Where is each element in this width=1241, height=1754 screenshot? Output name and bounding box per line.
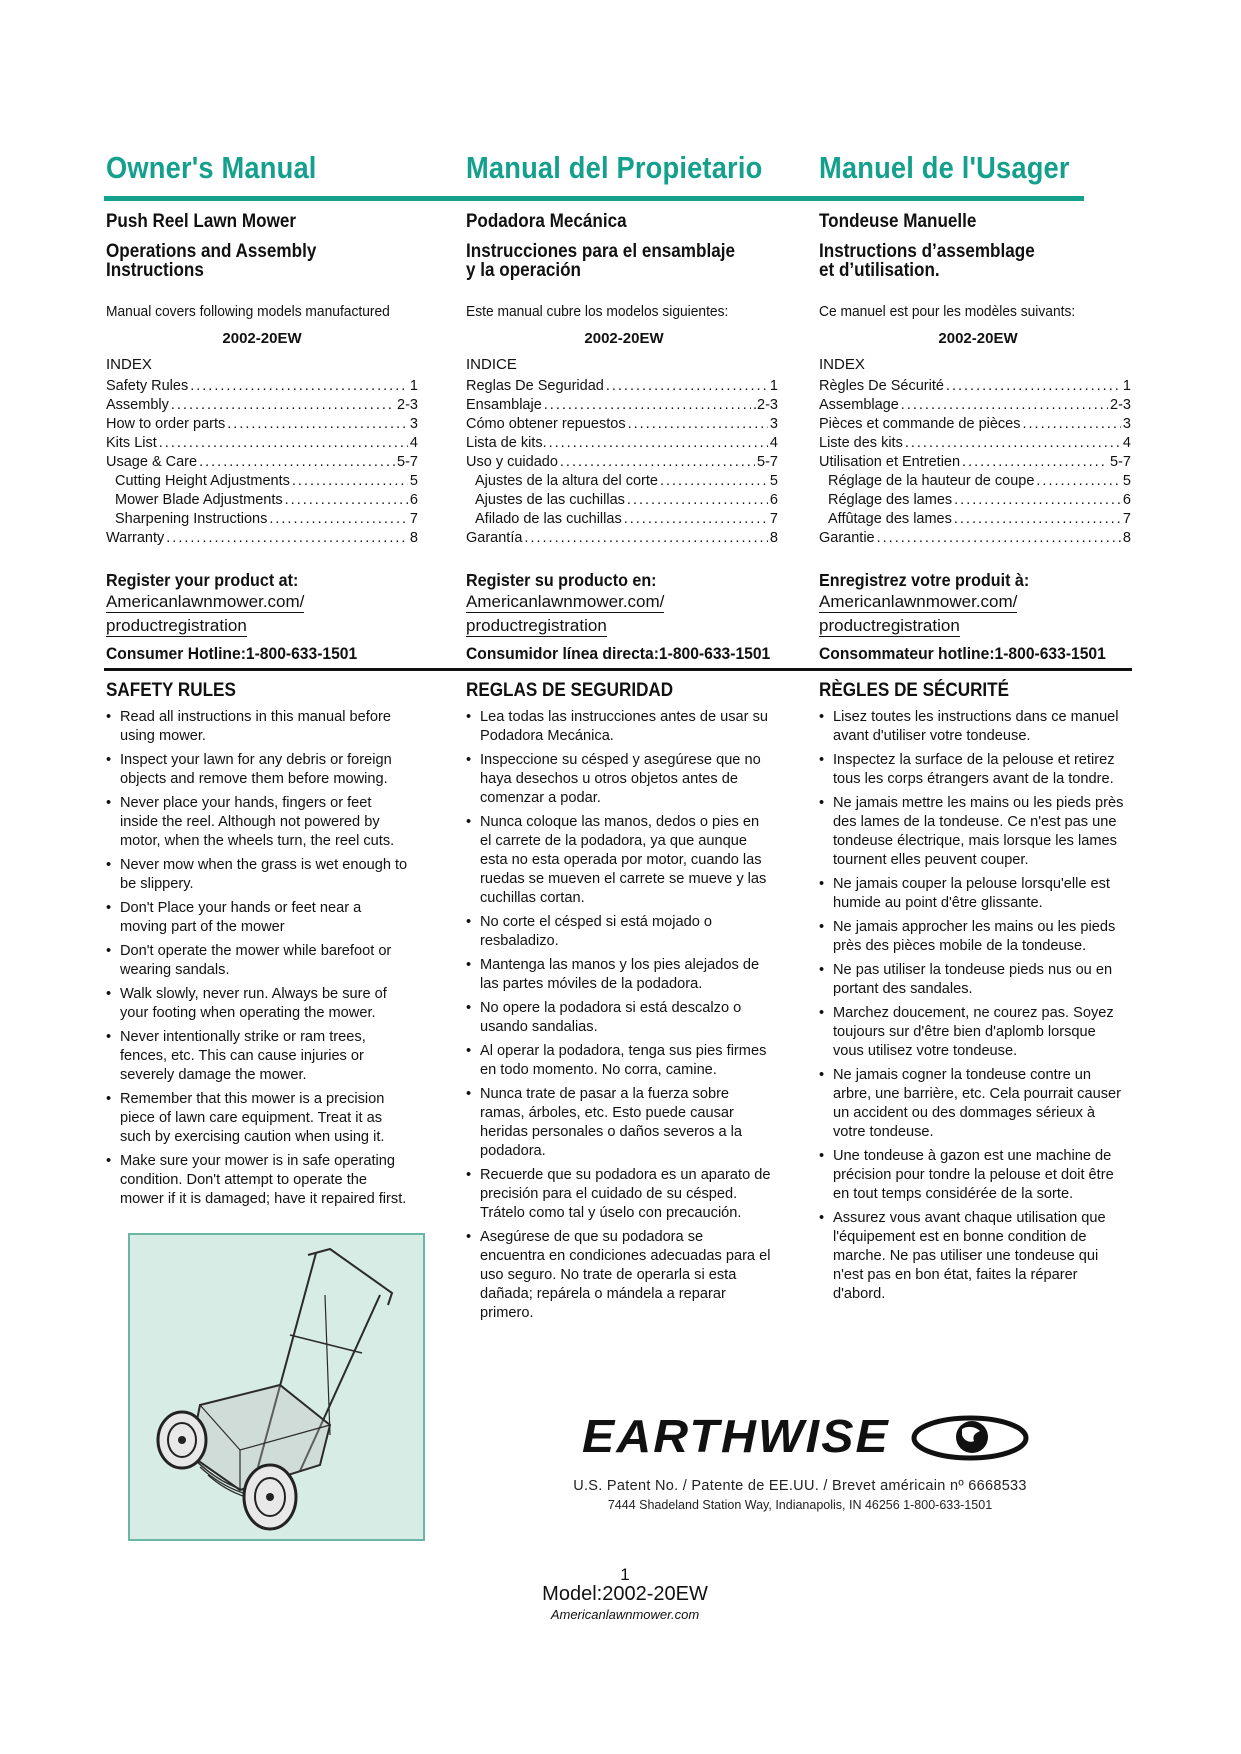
index-entry-page: 6 [409, 492, 418, 508]
safety-list-french [819, 708, 1129, 1309]
index-entry-label: Garantie [819, 530, 875, 546]
safety-rule: • Remember that this mower is a precision piece of lawn care equipment. Treat it as such by exercising caution when using it. [106, 1090, 412, 1147]
model-number-french: 2002-20EW [938, 330, 1018, 347]
index-heading-french: INDEX [819, 356, 865, 373]
registration-link-line2-french[interactable]: productregistration [819, 616, 960, 635]
index-entry-label: Affûtage des lames [828, 511, 952, 527]
index-entry-label: Assembly [106, 397, 169, 413]
index-leader-dots [627, 492, 768, 508]
registration-link-line1-spanish[interactable]: Americanlawnmower.com/ [466, 592, 665, 611]
index-entry-page: 1 [769, 378, 778, 394]
index-list-english [106, 375, 418, 546]
index-entry-page: 7 [409, 511, 418, 527]
index-entry [106, 508, 418, 527]
safety-rule: • Assurez vous avant chaque utilisation que l'équipement est en bonne condition de marche. Ne pas utiliser une tondeuse qui n'est pas en bon état, faites la réparer d'abord. [819, 1209, 1129, 1304]
safety-rule: • Recuerde que su podadora es un aparato de precisión para el cuidado de su césped. Trátelo como tal y úselo con precaución. [466, 1166, 772, 1223]
safety-rule: • Nunca coloque las manos, dedos o pies en el carrete de la podadora, ya que aunque esta no esta operada por motor, cuando las ruedas se mueven el carrete se mueve y las cuchillas cortan. [466, 813, 772, 908]
product-name-french: Tondeuse Manuelle [819, 211, 977, 232]
subtitle-english: Operations and Assembly Instructions [106, 241, 317, 281]
index-leader-dots [606, 378, 768, 394]
safety-rule: • Mantenga las manos y los pies alejados de las partes móviles de la podadora. [466, 956, 772, 994]
title-divider [104, 196, 1084, 201]
safety-rule: • Asegúrese de que su podadora se encuentra en condiciones adecuadas para el uso seguro. No trate de operarla si esta dañada; repárela o mándela a reparar primero. [466, 1228, 772, 1323]
index-entry-label: Uso y cuidado [466, 454, 558, 470]
index-entry-label: Safety Rules [106, 378, 189, 394]
index-entry-page: 1 [1122, 378, 1131, 394]
section-divider [104, 668, 1132, 671]
index-leader-dots [549, 435, 768, 451]
index-entry-page: 5 [1122, 473, 1131, 489]
safety-rule: • Never place your hands, fingers or feet inside the reel. Although not powered by motor, when the wheels turn, the reel cuts. [106, 794, 412, 851]
index-leader-dots [954, 492, 1121, 508]
earthwise-logo: EARTHWISE [582, 1410, 890, 1462]
index-entry-page: 3 [769, 416, 778, 432]
index-entry [819, 413, 1131, 432]
safety-heading-french: RÈGLES DE SÉCURITÉ [819, 680, 1010, 701]
index-leader-dots [660, 473, 768, 489]
index-entry-label: Cutting Height Adjustments [115, 473, 290, 489]
index-entry-page: 4 [769, 435, 778, 451]
index-entry-page: .2-3 [753, 397, 778, 413]
index-entry-page: 7 [1122, 511, 1131, 527]
registration-link-line1-french[interactable]: Americanlawnmower.com/ [819, 592, 1018, 611]
index-entry-label: Usage & Care [106, 454, 198, 470]
index-entry [819, 489, 1131, 508]
index-entry [106, 394, 418, 413]
index-entry-label: Utilisation et Entretien [819, 454, 961, 470]
safety-rule: • No opere la podadora si está descalzo o usando sandalias. [466, 999, 772, 1037]
index-entry-page: 5-7 [1110, 454, 1131, 470]
safety-rule: • Never intentionally strike or ram trees, fences, etc. This can cause injuries or severely damage the mower. [106, 1028, 412, 1085]
index-heading-spanish: INDICE [466, 356, 517, 373]
index-entry [466, 508, 778, 527]
index-entry-page: 3 [1122, 416, 1131, 432]
index-entry-label: Cómo obtener repuestos [466, 416, 626, 432]
subtitle-spanish: Instrucciones para el ensamblaje y la operación [466, 241, 735, 281]
index-leader-dots [166, 530, 408, 546]
safety-rule: • Never mow when the grass is wet enough to be slippery. [106, 856, 412, 894]
index-entry [819, 375, 1131, 394]
index-entry-label: How to order parts [106, 416, 226, 432]
safety-rule: • Une tondeuse à gazon est une machine de précision pour tondre la pelouse et doit être en tout temps considérée de la sorte. [819, 1147, 1129, 1204]
index-entry-page: 5 [769, 473, 778, 489]
register-label-spanish: Register su producto en: [466, 570, 657, 590]
register-label-french: Enregistrez votre produit à: [819, 570, 1030, 590]
index-leader-dots [1036, 473, 1121, 489]
index-leader-dots [877, 530, 1121, 546]
safety-list-english [106, 708, 412, 1214]
safety-rule: • Ne jamais couper la pelouse lorsqu'elle est humide au point d'être glissante. [819, 875, 1129, 913]
index-entry [466, 432, 778, 451]
covers-text-english: Manual covers following models manufactured [106, 303, 390, 320]
index-leader-dots [199, 454, 395, 470]
index-entry-label: Reglas De Seguridad [466, 378, 604, 394]
index-entry [466, 413, 778, 432]
index-entry-page: 4 [409, 435, 418, 451]
index-leader-dots [292, 473, 408, 489]
safety-rule: • Walk slowly, never run. Always be sure of your footing when operating the mower. [106, 985, 412, 1023]
index-leader-dots [901, 397, 1108, 413]
index-entry-page: 5 [409, 473, 418, 489]
index-entry [466, 451, 778, 470]
index-entry-label: Liste des kits [819, 435, 903, 451]
safety-rule: • Make sure your mower is in safe operating condition. Don't attempt to operate the mower if it is damaged; have it repaired first. [106, 1152, 412, 1209]
index-entry [106, 527, 418, 546]
patent-text: U.S. Patent No. / Patente de EE.UU. / Brevet américain nº 6668533 [573, 1478, 1027, 1494]
index-entry-label: Afilado de las cuchillas [475, 511, 622, 527]
index-leader-dots [285, 492, 408, 508]
index-entry [466, 489, 778, 508]
model-number-english: 2002-20EW [222, 330, 302, 347]
index-entry-label: Warranty [106, 530, 165, 546]
hotline-spanish: Consumidor línea directa:1-800-633-1501 [466, 644, 771, 663]
index-leader-dots [524, 530, 768, 546]
index-list-spanish [466, 375, 778, 546]
subtitle-french: Instructions d’assemblage et d’utilisation. [819, 241, 1035, 281]
index-entry-label: Ajustes de la altura del corte [475, 473, 658, 489]
index-entry [106, 470, 418, 489]
safety-rule: • Don't operate the mower while barefoot or wearing sandals. [106, 942, 412, 980]
index-entry [819, 527, 1131, 546]
model-number-spanish: 2002-20EW [584, 330, 664, 347]
index-entry [106, 375, 418, 394]
index-entry-label: Mower Blade Adjustments [115, 492, 283, 508]
safety-rule: • Al operar la podadora, tenga sus pies firmes en todo momento. No corra, camine. [466, 1042, 772, 1080]
safety-rule: • Inspeccione su césped y asegúrese que no haya desechos u otros objetos antes de comenzar a podar. [466, 751, 772, 808]
index-leader-dots [171, 397, 395, 413]
index-entry-label: Garantía [466, 530, 523, 546]
safety-rule: • Ne jamais mettre les mains ou les pieds près des lames de la tondeuse. Ce n'est pas une tondeuse électrique, mais lorsque les lames tournent elles peuvent couper. [819, 794, 1129, 870]
index-entry-label: Sharpening Instructions [115, 511, 268, 527]
safety-rule: • No corte el césped si está mojado o resbaladizo. [466, 913, 772, 951]
index-entry-page: 2-3 [1110, 397, 1131, 413]
mower-illustration [128, 1233, 425, 1541]
index-entry-label: Réglage de la hauteur de coupe [828, 473, 1035, 489]
index-entry [106, 451, 418, 470]
index-leader-dots [227, 416, 408, 432]
title-english: Owner's Manual [106, 150, 317, 185]
safety-rule: • Nunca trate de pasar a la fuerza sobre ramas, árboles, etc. Esto puede causar heridas personales o daños severos a la podadora. [466, 1085, 772, 1161]
index-entry [106, 413, 418, 432]
safety-rule: • Inspect your lawn for any debris or foreign objects and remove them before mowing. [106, 751, 412, 789]
safety-heading-spanish: REGLAS DE SEGURIDAD [466, 680, 674, 701]
index-entry [466, 375, 778, 394]
index-entry [106, 489, 418, 508]
product-name-spanish: Podadora Mecánica [466, 211, 627, 232]
page-number: 1 [620, 1565, 630, 1584]
index-entry-label: Kits List [106, 435, 157, 451]
index-entry-page: 6 [769, 492, 778, 508]
address-text: 7444 Shadeland Station Way, Indianapolis, IN 46256 1-800-633-1501 [607, 1498, 993, 1512]
registration-link-line1-english[interactable]: Americanlawnmower.com/ [106, 592, 305, 611]
covers-text-spanish: Este manual cubre los modelos siguientes: [466, 303, 729, 320]
reel-mower-icon [130, 1235, 423, 1539]
index-entry-page: 1 [409, 378, 418, 394]
safety-rule: • Inspectez la surface de la pelouse et retirez tous les corps étrangers avant de la tondre. [819, 751, 1129, 789]
index-entry [819, 432, 1131, 451]
index-entry [466, 470, 778, 489]
footer-website: Americanlawnmower.com [550, 1607, 700, 1622]
index-entry-page: 8 [1122, 530, 1131, 546]
index-entry-page: 2-3 [397, 397, 418, 413]
index-leader-dots [159, 435, 408, 451]
index-entry-page: 8 [409, 530, 418, 546]
index-heading-english: INDEX [106, 356, 152, 373]
index-list-french [819, 375, 1131, 546]
index-leader-dots [905, 435, 1121, 451]
hotline-french: Consommateur hotline:1-800-633-1501 [819, 644, 1106, 663]
registration-link-line2-spanish[interactable]: productregistration [466, 616, 607, 635]
index-entry [819, 394, 1131, 413]
index-entry [819, 451, 1131, 470]
index-leader-dots [624, 511, 768, 527]
index-entry [819, 470, 1131, 489]
safety-rule: • Marchez doucement, ne courez pas. Soyez toujours sur d'être bien d'aplomb lorsque vous utilisez votre tondeuse. [819, 1004, 1129, 1061]
registration-link-line2-english[interactable]: productregistration [106, 616, 247, 635]
register-label-english: Register your product at: [106, 570, 299, 590]
index-entry [466, 394, 778, 413]
index-entry [466, 527, 778, 546]
index-leader-dots [962, 454, 1108, 470]
safety-rule: • Ne jamais cogner la tondeuse contre un arbre, une barrière, etc. Cela pourrait causer un accident ou des dommages sérieux à votre tondeuse. [819, 1066, 1129, 1142]
safety-list-spanish [466, 708, 772, 1328]
index-entry-page: 4 [1122, 435, 1131, 451]
globe-logo-icon [910, 1413, 1030, 1463]
index-entry-page: 5-7 [397, 454, 418, 470]
safety-rule: • Ne pas utiliser la tondeuse pieds nus ou en portant des sandales. [819, 961, 1129, 999]
title-spanish: Manual del Propietario [466, 150, 763, 185]
index-entry-label: Ensamblaje [466, 397, 542, 413]
index-entry-label: Ajustes de las cuchillas [475, 492, 625, 508]
index-leader-dots [560, 454, 755, 470]
index-entry-page: 3 [409, 416, 418, 432]
safety-rule: • Read all instructions in this manual before using mower. [106, 708, 412, 746]
index-entry [106, 432, 418, 451]
index-entry-label: Assemblage [819, 397, 899, 413]
safety-rule: • Lisez toutes les instructions dans ce manuel avant d'utiliser votre tondeuse. [819, 708, 1129, 746]
index-leader-dots [190, 378, 408, 394]
safety-rule: • Ne jamais approcher les mains ou les pieds près des pièces mobile de la tondeuse. [819, 918, 1129, 956]
index-leader-dots [1023, 416, 1121, 432]
index-leader-dots [269, 511, 408, 527]
index-entry-page: 5-7 [757, 454, 778, 470]
product-name-english: Push Reel Lawn Mower [106, 211, 297, 232]
index-entry-page: 8 [769, 530, 778, 546]
index-entry-page: 7 [769, 511, 778, 527]
index-leader-dots [946, 378, 1121, 394]
index-leader-dots [954, 511, 1121, 527]
safety-rule: • Lea todas las instrucciones antes de usar su Podadora Mecánica. [466, 708, 772, 746]
index-leader-dots [544, 397, 751, 413]
title-french: Manuel de l'Usager [819, 150, 1070, 185]
index-entry-label: Pièces et commande de pièces [819, 416, 1021, 432]
index-entry-label: Règles De Sécurité [819, 378, 944, 394]
index-leader-dots [628, 416, 768, 432]
index-entry-page: 6 [1122, 492, 1131, 508]
index-entry-label: Réglage des lames [828, 492, 953, 508]
index-entry [819, 508, 1131, 527]
footer-model: Model:2002-20EW [542, 1583, 708, 1605]
covers-text-french: Ce manuel est pour les modèles suivants: [819, 303, 1076, 320]
hotline-english: Consumer Hotline:1-800-633-1501 [106, 644, 358, 663]
safety-heading-english: SAFETY RULES [106, 680, 236, 701]
safety-rule: • Don't Place your hands or feet near a moving part of the mower [106, 899, 412, 937]
index-entry-label: Lista de kits. [466, 435, 547, 451]
